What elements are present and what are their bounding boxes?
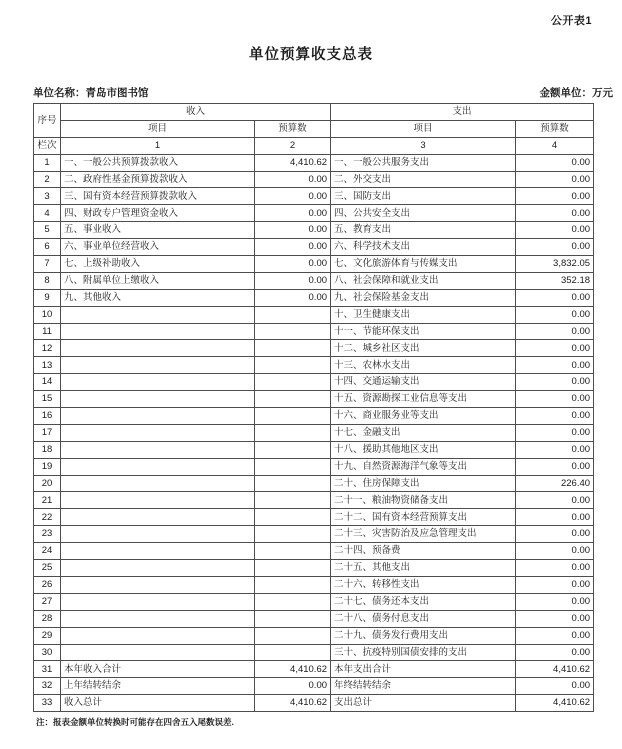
seq-cell: 23 xyxy=(34,526,61,543)
colnum-4: 4 xyxy=(516,137,594,154)
income-item-cell xyxy=(61,458,255,475)
seq-cell: 9 xyxy=(34,289,61,306)
table-row xyxy=(34,306,594,323)
table-row xyxy=(34,560,594,577)
seq-cell: 16 xyxy=(34,408,61,425)
income-item-cell: 七、上级补助收入 xyxy=(61,256,255,273)
income-budget-cell: 0.00 xyxy=(255,272,331,289)
colnum-2: 2 xyxy=(255,137,331,154)
header-row-colnums xyxy=(34,137,594,154)
table-row xyxy=(34,475,594,492)
seq-cell: 27 xyxy=(34,593,61,610)
amount-unit-label: 金额单位：万元 xyxy=(539,87,613,99)
expense-item-cell: 二十三、灾害防治及应急管理支出 xyxy=(331,526,516,543)
expense-budget-cell: 0.00 xyxy=(516,441,594,458)
expense-item-cell: 四、公共安全支出 xyxy=(331,205,516,222)
table-row xyxy=(34,678,594,695)
income-budget-cell xyxy=(255,391,331,408)
table-row xyxy=(34,695,594,712)
expense-item-cell: 十、卫生健康支出 xyxy=(331,306,516,323)
seq-cell: 12 xyxy=(34,340,61,357)
income-item-cell xyxy=(61,374,255,391)
expense-budget-cell: 0.00 xyxy=(516,543,594,560)
seq-cell: 25 xyxy=(34,560,61,577)
seq-cell: 11 xyxy=(34,323,61,340)
income-item-cell: 六、事业单位经营收入 xyxy=(61,239,255,256)
expense-budget-cell: 0.00 xyxy=(516,678,594,695)
expense-budget-cell: 0.00 xyxy=(516,627,594,644)
table-row xyxy=(34,222,594,239)
expense-budget-cell: 0.00 xyxy=(516,374,594,391)
income-item-cell xyxy=(61,576,255,593)
expense-item-cell: 本年支出合计 xyxy=(331,661,516,678)
table-row xyxy=(34,661,594,678)
income-budget-cell: 0.00 xyxy=(255,239,331,256)
table-row xyxy=(34,526,594,543)
expense-item-cell: 六、科学技术支出 xyxy=(331,239,516,256)
income-item-cell xyxy=(61,526,255,543)
table-row xyxy=(34,357,594,374)
expense-item-cell: 二十六、转移性支出 xyxy=(331,576,516,593)
income-budget-cell xyxy=(255,543,331,560)
income-item-cell xyxy=(61,492,255,509)
expense-budget-cell: 0.00 xyxy=(516,188,594,205)
income-budget-cell: 0.00 xyxy=(255,188,331,205)
income-item-cell: 三、国有资本经营预算拨款收入 xyxy=(61,188,255,205)
expense-item-cell: 十六、商业服务业等支出 xyxy=(331,408,516,425)
table-row xyxy=(34,509,594,526)
expense-budget-cell: 0.00 xyxy=(516,222,594,239)
expense-item-cell: 二十一、粮油物资储备支出 xyxy=(331,492,516,509)
expense-budget-cell: 352.18 xyxy=(516,272,594,289)
expense-budget-cell: 0.00 xyxy=(516,357,594,374)
expense-budget-cell: 0.00 xyxy=(516,391,594,408)
expense-budget-cell: 0.00 xyxy=(516,560,594,577)
seq-cell: 2 xyxy=(34,171,61,188)
income-budget-cell xyxy=(255,323,331,340)
income-budget-cell: 4,410.62 xyxy=(255,154,331,171)
table-row xyxy=(34,593,594,610)
expense-budget-cell: 226.40 xyxy=(516,475,594,492)
income-budget-cell xyxy=(255,509,331,526)
income-item-cell: 四、财政专户管理资金收入 xyxy=(61,205,255,222)
income-item-cell: 一、一般公共预算拨款收入 xyxy=(61,154,255,171)
seq-cell: 5 xyxy=(34,222,61,239)
expense-budget-cell: 0.00 xyxy=(516,644,594,661)
expense-item-cell: 二十八、债务付息支出 xyxy=(331,610,516,627)
income-budget-cell: 0.00 xyxy=(255,205,331,222)
expense-budget-cell: 0.00 xyxy=(516,154,594,171)
income-budget-cell xyxy=(255,475,331,492)
income-budget-cell xyxy=(255,374,331,391)
header-row-columns xyxy=(34,120,594,137)
expense-item-cell: 五、教育支出 xyxy=(331,222,516,239)
footnote: 注：报表金额单位转换时可能存在四舍五入尾数误差. xyxy=(36,717,234,728)
expense-item-cell: 二十、住房保障支出 xyxy=(331,475,516,492)
income-item-cell: 二、政府性基金预算拨款收入 xyxy=(61,171,255,188)
table-row xyxy=(34,374,594,391)
expense-item-cell: 年终结转结余 xyxy=(331,678,516,695)
income-budget-cell xyxy=(255,627,331,644)
income-budget-cell: 0.00 xyxy=(255,256,331,273)
expense-budget-cell: 0.00 xyxy=(516,576,594,593)
income-item-cell xyxy=(61,441,255,458)
table-row xyxy=(34,610,594,627)
expense-budget-cell: 0.00 xyxy=(516,526,594,543)
seq-header: 序号 xyxy=(34,104,61,138)
income-item-cell xyxy=(61,475,255,492)
expense-item-cell: 九、社会保险基金支出 xyxy=(331,289,516,306)
table-row xyxy=(34,627,594,644)
expense-budget-cell: 4,410.62 xyxy=(516,661,594,678)
expense-budget-cell: 0.00 xyxy=(516,340,594,357)
unit-name-label: 单位名称：青岛市图书馆 xyxy=(33,87,149,99)
income-budget-cell: 0.00 xyxy=(255,222,331,239)
colnum-3: 3 xyxy=(331,137,516,154)
doc-label: 公开表1 xyxy=(550,15,592,27)
income-budget-cell xyxy=(255,306,331,323)
table-row xyxy=(34,458,594,475)
expense-item-cell: 二十四、预备费 xyxy=(331,543,516,560)
table-row xyxy=(34,323,594,340)
seq-cell: 15 xyxy=(34,391,61,408)
seq-cell: 31 xyxy=(34,661,61,678)
income-item-cell xyxy=(61,644,255,661)
income-budget-cell: 4,410.62 xyxy=(255,661,331,678)
income-budget-cell xyxy=(255,593,331,610)
seq-cell: 24 xyxy=(34,543,61,560)
expense-budget-cell: 3,832.05 xyxy=(516,256,594,273)
income-item-cell xyxy=(61,340,255,357)
income-budget-cell xyxy=(255,560,331,577)
expense-budget-cell: 0.00 xyxy=(516,323,594,340)
colnum-label: 栏次 xyxy=(34,137,61,154)
expense-budget-header: 预算数 xyxy=(516,120,594,137)
income-item-cell xyxy=(61,424,255,441)
seq-cell: 3 xyxy=(34,188,61,205)
seq-cell: 10 xyxy=(34,306,61,323)
seq-cell: 6 xyxy=(34,239,61,256)
table-row xyxy=(34,340,594,357)
income-budget-cell xyxy=(255,644,331,661)
income-budget-cell xyxy=(255,408,331,425)
seq-cell: 30 xyxy=(34,644,61,661)
seq-cell: 17 xyxy=(34,424,61,441)
income-item-header: 项目 xyxy=(61,120,255,137)
income-budget-cell: 0.00 xyxy=(255,289,331,306)
income-budget-cell xyxy=(255,357,331,374)
expense-budget-cell: 0.00 xyxy=(516,593,594,610)
income-budget-cell: 4,410.62 xyxy=(255,695,331,712)
page-title: 单位预算收支总表 xyxy=(249,47,373,63)
budget-table xyxy=(33,103,594,712)
seq-cell: 29 xyxy=(34,627,61,644)
income-budget-cell xyxy=(255,526,331,543)
expense-item-cell: 十八、援助其他地区支出 xyxy=(331,441,516,458)
expense-budget-cell: 0.00 xyxy=(516,458,594,475)
income-budget-cell xyxy=(255,340,331,357)
table-row xyxy=(34,424,594,441)
expense-item-cell: 二十五、其他支出 xyxy=(331,560,516,577)
table-row xyxy=(34,154,594,171)
income-item-cell: 本年收入合计 xyxy=(61,661,255,678)
seq-cell: 1 xyxy=(34,154,61,171)
income-budget-cell: 0.00 xyxy=(255,678,331,695)
seq-cell: 7 xyxy=(34,256,61,273)
expense-item-cell: 二十九、债务发行费用支出 xyxy=(331,627,516,644)
expense-item-cell: 三、国防支出 xyxy=(331,188,516,205)
seq-cell: 26 xyxy=(34,576,61,593)
income-item-cell: 上年结转结余 xyxy=(61,678,255,695)
income-item-cell xyxy=(61,306,255,323)
table-row xyxy=(34,171,594,188)
expense-budget-cell: 0.00 xyxy=(516,424,594,441)
seq-cell: 19 xyxy=(34,458,61,475)
income-budget-cell xyxy=(255,576,331,593)
expense-item-cell: 一、一般公共服务支出 xyxy=(331,154,516,171)
income-budget-cell xyxy=(255,441,331,458)
expense-item-cell: 三十、抗疫特别国债安排的支出 xyxy=(331,644,516,661)
income-budget-cell xyxy=(255,610,331,627)
table-row xyxy=(34,289,594,306)
expense-item-cell: 十九、自然资源海洋气象等支出 xyxy=(331,458,516,475)
income-budget-cell: 0.00 xyxy=(255,171,331,188)
income-item-cell: 五、事业收入 xyxy=(61,222,255,239)
expense-item-cell: 二、外交支出 xyxy=(331,171,516,188)
income-item-cell xyxy=(61,391,255,408)
expense-budget-cell: 0.00 xyxy=(516,408,594,425)
income-item-cell: 收入总计 xyxy=(61,695,255,712)
seq-cell: 21 xyxy=(34,492,61,509)
meta-row xyxy=(33,85,613,100)
expense-item-cell: 十三、农林水支出 xyxy=(331,357,516,374)
income-budget-cell xyxy=(255,424,331,441)
expense-budget-cell: 0.00 xyxy=(516,239,594,256)
expense-budget-cell: 0.00 xyxy=(516,205,594,222)
seq-cell: 20 xyxy=(34,475,61,492)
income-item-cell xyxy=(61,408,255,425)
seq-cell: 13 xyxy=(34,357,61,374)
seq-cell: 32 xyxy=(34,678,61,695)
seq-cell: 18 xyxy=(34,441,61,458)
expense-budget-cell: 0.00 xyxy=(516,171,594,188)
expense-item-header: 项目 xyxy=(331,120,516,137)
table-row xyxy=(34,188,594,205)
table-row xyxy=(34,644,594,661)
table-row xyxy=(34,239,594,256)
table-row xyxy=(34,205,594,222)
income-item-cell: 八、附属单位上缴收入 xyxy=(61,272,255,289)
seq-cell: 14 xyxy=(34,374,61,391)
expense-item-cell: 十二、城乡社区支出 xyxy=(331,340,516,357)
income-item-cell xyxy=(61,627,255,644)
table-row xyxy=(34,391,594,408)
expense-item-cell: 十四、交通运输支出 xyxy=(331,374,516,391)
table-row xyxy=(34,576,594,593)
seq-cell: 8 xyxy=(34,272,61,289)
expense-section-header: 支出 xyxy=(331,104,594,121)
colnum-1: 1 xyxy=(61,137,255,154)
header-row-sections xyxy=(34,104,594,121)
table-row xyxy=(34,543,594,560)
income-budget-cell xyxy=(255,458,331,475)
seq-cell: 28 xyxy=(34,610,61,627)
table-row xyxy=(34,492,594,509)
table-row xyxy=(34,441,594,458)
income-section-header: 收入 xyxy=(61,104,331,121)
income-item-cell: 九、其他收入 xyxy=(61,289,255,306)
expense-budget-cell: 0.00 xyxy=(516,289,594,306)
expense-budget-cell: 0.00 xyxy=(516,306,594,323)
table-body xyxy=(34,154,594,711)
income-item-cell xyxy=(61,610,255,627)
expense-item-cell: 二十七、债务还本支出 xyxy=(331,593,516,610)
seq-cell: 22 xyxy=(34,509,61,526)
income-item-cell xyxy=(61,543,255,560)
income-item-cell xyxy=(61,560,255,577)
expense-item-cell: 八、社会保障和就业支出 xyxy=(331,272,516,289)
expense-item-cell: 十一、节能环保支出 xyxy=(331,323,516,340)
expense-item-cell: 十七、金融支出 xyxy=(331,424,516,441)
income-item-cell xyxy=(61,357,255,374)
income-budget-cell xyxy=(255,492,331,509)
seq-cell: 4 xyxy=(34,205,61,222)
expense-item-cell: 支出总计 xyxy=(331,695,516,712)
expense-item-cell: 十五、资源勘探工业信息等支出 xyxy=(331,391,516,408)
expense-budget-cell: 0.00 xyxy=(516,509,594,526)
expense-item-cell: 二十二、国有资本经营预算支出 xyxy=(331,509,516,526)
expense-budget-cell: 0.00 xyxy=(516,492,594,509)
seq-cell: 33 xyxy=(34,695,61,712)
table-row xyxy=(34,272,594,289)
expense-budget-cell: 4,410.62 xyxy=(516,695,594,712)
table-row xyxy=(34,408,594,425)
expense-item-cell: 七、文化旅游体育与传媒支出 xyxy=(331,256,516,273)
income-item-cell xyxy=(61,593,255,610)
table-row xyxy=(34,256,594,273)
expense-budget-cell: 0.00 xyxy=(516,610,594,627)
income-budget-header: 预算数 xyxy=(255,120,331,137)
income-item-cell xyxy=(61,509,255,526)
income-item-cell xyxy=(61,323,255,340)
